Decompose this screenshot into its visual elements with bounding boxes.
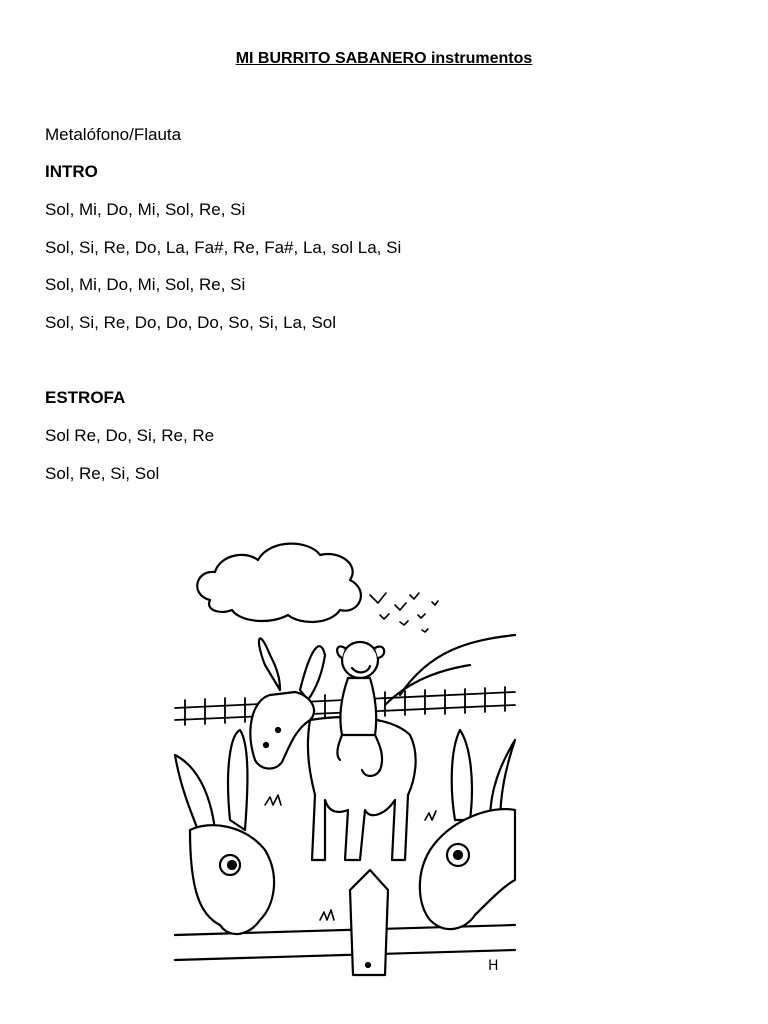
artist-signature: H [488, 958, 499, 974]
instrument-label: Metalófono/Flauta [45, 125, 182, 144]
hill-line [400, 635, 515, 695]
estrofa-line-1: Sol Re, Do, Si, Re, Re [45, 426, 215, 445]
document-title: MI BURRITO SABANERO instrumentos [235, 50, 533, 67]
intro-line-4: Sol, Si, Re, Do, Do, Do, So, Si, La, Sol [45, 313, 337, 332]
cloud-icon [197, 544, 361, 622]
intro-heading: INTRO [45, 162, 98, 181]
right-donkey [420, 730, 515, 929]
estrofa-heading: ESTROFA [45, 388, 126, 407]
intro-line-1: Sol, Mi, Do, Mi, Sol, Re, Si [45, 200, 246, 219]
intro-line-3: Sol, Mi, Do, Mi, Sol, Re, Si [45, 275, 246, 294]
estrofa-line-2: Sol, Re, Si, Sol [45, 464, 160, 483]
donkeys-girl-illustration [170, 530, 520, 980]
intro-line-2: Sol, Si, Re, Do, La, Fa#, Re, Fa#, La, sol La, Si [45, 238, 402, 257]
birds-icon [370, 593, 438, 632]
center-donkey [250, 638, 415, 860]
